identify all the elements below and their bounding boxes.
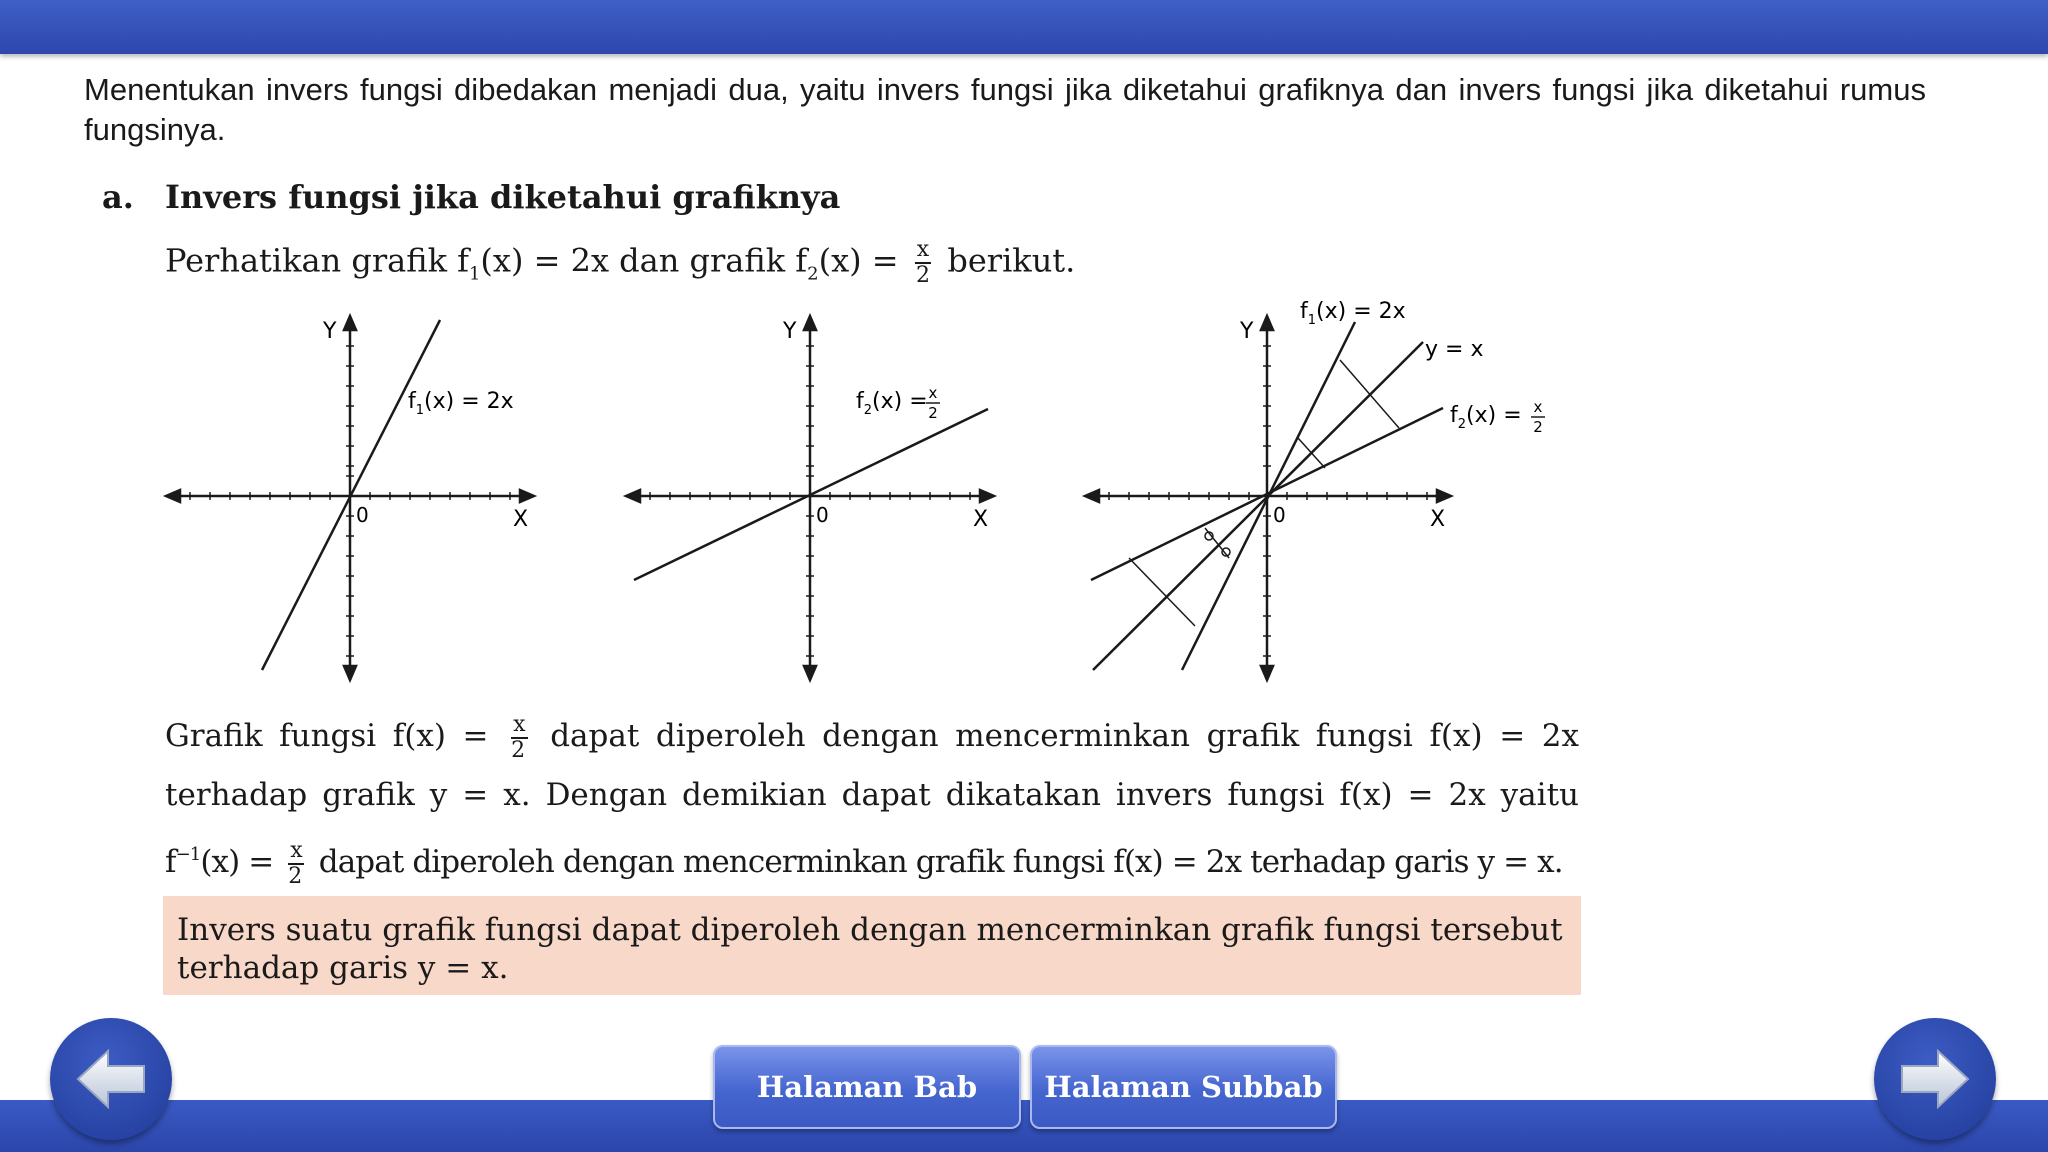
prompt-text-4: berikut.	[947, 241, 1076, 280]
highlight-note: Invers suatu grafik fungsi dapat diperoleh dengan mencerminkan grafik fungsi tersebut terhadap garis y = x.	[163, 896, 1581, 995]
paragraph-line-2: terhadap grafik y = x. Dengan demikian dapat dikatakan invers fungsi f(x) = 2x yaitu	[165, 777, 1579, 813]
y-axis-label: Y	[1240, 319, 1254, 344]
x-axis-arrow-left	[166, 490, 180, 502]
prompt-sub-2: 2	[807, 263, 819, 285]
paragraph-line-1	[165, 707, 1579, 766]
f1-label: $f_1(x) = 2x$	[408, 389, 514, 418]
x-axis-arrow-right	[1437, 490, 1451, 502]
p1-frac-num: x	[513, 711, 526, 737]
paragraph-line-3	[165, 825, 1579, 889]
graph-f1	[160, 300, 540, 690]
y-axis-arrow-up	[1261, 316, 1273, 330]
arrow-right-icon	[1874, 1018, 1996, 1140]
x-axis-label: X	[1430, 507, 1446, 532]
p3-fraction	[288, 839, 304, 889]
p3-text-b: (x) =	[200, 844, 274, 880]
intro-text	[84, 70, 1926, 150]
arrow-left-icon	[50, 1018, 172, 1140]
f2-frac-num: x	[1533, 398, 1543, 416]
prompt-sub-1: 1	[468, 263, 481, 285]
prev-button[interactable]	[50, 1018, 172, 1140]
y-axis-arrow-down	[1261, 666, 1273, 680]
y-axis-arrow-down	[804, 666, 816, 680]
prompt-text-1: Perhatikan grafik f	[165, 241, 469, 280]
prompt-frac-num: x	[916, 237, 930, 262]
origin-label: 0	[356, 503, 369, 527]
y-axis-arrow-down	[344, 666, 356, 680]
p1-text-b: dapat diperoleh dengan mencerminkan grafik fungsi f(x) = 2x	[550, 718, 1579, 754]
p1-text-a: Grafik fungsi f(x) =	[165, 718, 489, 754]
prompt-frac-den: 2	[915, 263, 930, 288]
p3-text-a: f	[165, 844, 176, 880]
origin-label: 0	[816, 503, 829, 527]
y-axis-label: Y	[783, 319, 797, 344]
f1-label: $f_1(x) = 2x$	[1300, 299, 1406, 328]
p3-sup: −1	[175, 844, 201, 865]
f2-frac-den: 2	[928, 404, 938, 422]
graph-f2	[620, 300, 1000, 690]
f2-frac-den: 2	[1533, 418, 1543, 436]
f2-label: $f_2(x)$ =	[1450, 403, 1522, 432]
section-marker: a.	[102, 178, 134, 216]
f2-label: $f_2(x)$ =	[856, 389, 928, 418]
p3-frac-num: x	[290, 837, 302, 863]
x-axis-arrow-left	[1085, 490, 1099, 502]
y-equals-x-label: y = x	[1425, 337, 1484, 362]
y-axis-label: Y	[323, 319, 337, 344]
prompt-text-3: (x) =	[818, 241, 899, 280]
section-title: Invers fungsi jika diketahui grafiknya	[165, 178, 841, 216]
x-axis-arrow-left	[626, 490, 640, 502]
explanation-paragraph	[165, 707, 1579, 889]
x-axis-label: X	[973, 507, 989, 532]
halaman-subbab-button[interactable]: Halaman Subbab	[1030, 1045, 1337, 1129]
p3-frac-den: 2	[288, 863, 302, 889]
halaman-bab-button[interactable]: Halaman Bab	[713, 1045, 1021, 1129]
y-axis-arrow-up	[344, 316, 356, 330]
prompt-fraction	[915, 238, 931, 288]
p1-frac-den: 2	[511, 737, 526, 763]
top-bar	[0, 0, 2048, 54]
section-prompt	[165, 238, 1075, 288]
y-axis-arrow-up	[804, 316, 816, 330]
bottom-bar	[0, 1100, 2048, 1152]
p1-fraction	[511, 713, 527, 763]
intro-line-1: Menentukan invers fungsi dibedakan menjadi dua, yaitu invers fungsi jika diketahui grafiknya dan invers fungsi jika	[84, 72, 1694, 107]
line-y-equals-x	[1093, 342, 1423, 670]
f2-frac-num: x	[928, 384, 938, 402]
p3-text-c: dapat diperoleh dengan mencerminkan grafik fungsi f(x) = 2x terhadap garis y = x.	[318, 844, 1563, 880]
next-button[interactable]	[1874, 1018, 1996, 1140]
origin-label: 0	[1273, 503, 1286, 527]
prompt-text-2: (x) = 2x dan grafik f	[480, 241, 808, 280]
x-axis-arrow-right	[520, 490, 534, 502]
x-axis-arrow-right	[980, 490, 994, 502]
graph-combined	[1075, 290, 1595, 690]
x-axis-label: X	[513, 507, 529, 532]
intro-line-2: diketahui rumus fungsinya.	[84, 72, 1926, 147]
